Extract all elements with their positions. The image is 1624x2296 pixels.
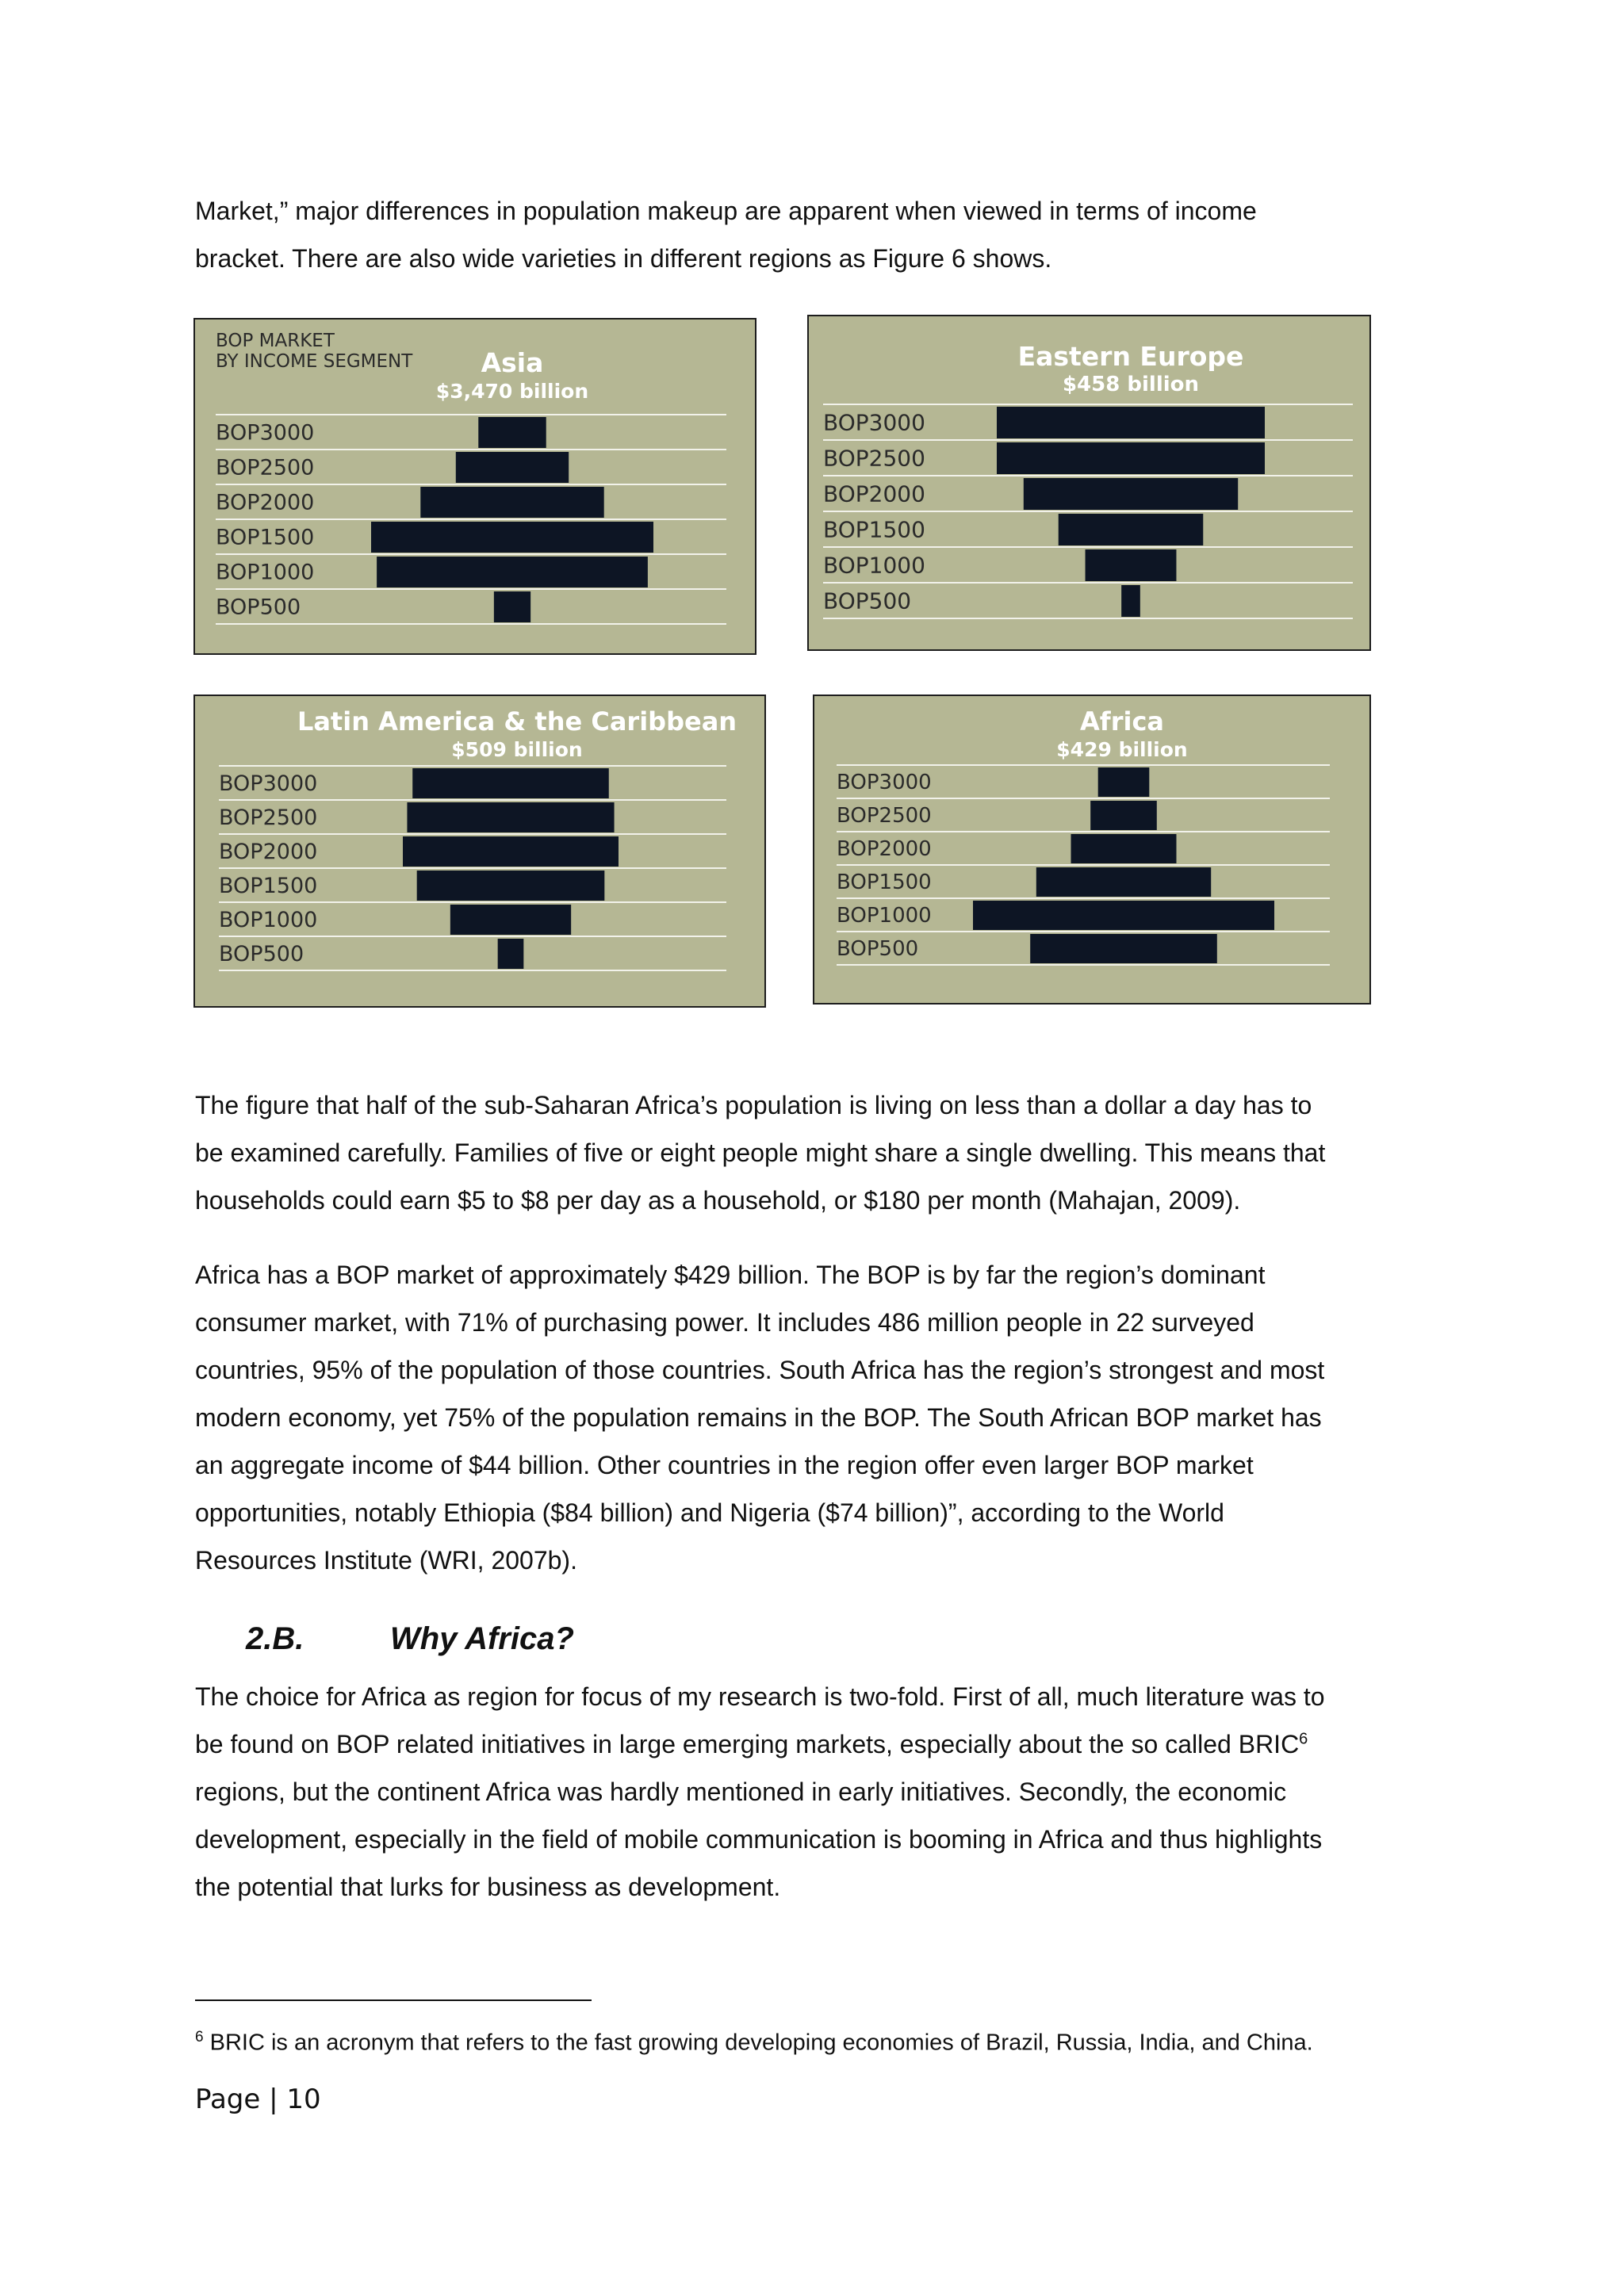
- intro-line: Market,” major differences in population makeup are apparent when viewed in terms of income: [195, 197, 1257, 225]
- tick-label: BOP1000: [216, 560, 315, 585]
- bar: [1086, 549, 1177, 581]
- bar: [997, 442, 1265, 474]
- bar: [1098, 767, 1150, 797]
- paragraph-line: the potential that lurks for business as development.: [195, 1873, 781, 1901]
- chart-africa-svg: [814, 696, 1369, 1003]
- chart-subtitle: $458 billion: [1062, 373, 1200, 396]
- tick-label: BOP2500: [837, 804, 932, 828]
- tick-label: BOP500: [837, 937, 919, 962]
- page-number: Page | 10: [195, 2084, 321, 2115]
- paragraph-line: Africa has a BOP market of approximately $429 billion. The BOP is by far the region’s dominant: [195, 1261, 1266, 1289]
- bar: [1030, 934, 1217, 963]
- bar: [494, 591, 530, 622]
- bar: [1071, 834, 1177, 863]
- paragraph-line: modern economy, yet 75% of the population remains in the BOP. The South African BOP market has: [195, 1403, 1322, 1432]
- paragraph-line: consumer market, with 71% of purchasing power. It includes 486 million people in 22 surveyed: [195, 1308, 1254, 1337]
- tick-label: BOP3000: [823, 409, 925, 436]
- tick-label: BOP1500: [823, 516, 925, 543]
- bar: [478, 417, 546, 448]
- chart-title: Eastern Europe: [1017, 341, 1244, 372]
- bar: [412, 768, 609, 798]
- tick-label: BOP1000: [837, 904, 932, 928]
- chart-title: Africa: [1080, 706, 1164, 737]
- tick-label: BOP500: [216, 595, 301, 620]
- footnote-marker: 6: [195, 2029, 204, 2045]
- bar: [498, 939, 524, 969]
- chart-subtitle: $3,470 billion: [435, 380, 589, 403]
- footnote-ref[interactable]: 6: [1299, 1730, 1308, 1748]
- bar: [377, 557, 648, 587]
- bar: [973, 901, 1274, 930]
- tick-label: BOP2500: [216, 455, 315, 480]
- bar: [1090, 801, 1157, 830]
- tick-label: BOP500: [823, 587, 912, 614]
- paragraph-line: development, especially in the field of mobile communication is booming in Africa and thus highlights: [195, 1825, 1323, 1854]
- tick-label: BOP3000: [216, 420, 315, 446]
- tick-label: BOP2000: [216, 490, 315, 515]
- tick-label: BOP2000: [823, 480, 925, 507]
- tick-label: BOP1000: [823, 552, 925, 579]
- chart-latin-america-svg: [195, 696, 764, 1006]
- paragraph-line: Resources Institute (WRI, 2007b).: [195, 1546, 577, 1575]
- tick-label: BOP1500: [216, 525, 315, 550]
- chart-subtitle: $509 billion: [451, 738, 583, 761]
- paragraph-line: The figure that half of the sub-Saharan Africa’s population is living on less than a dollar a day has to: [195, 1091, 1312, 1119]
- chart-latin-america: [193, 695, 766, 1008]
- footnote: [195, 2014, 1313, 2067]
- section-number: 2.B.: [246, 1621, 304, 1656]
- paragraph-line: regions, but the continent Africa was hardly mentioned in early initiatives. Secondly, the economic: [195, 1777, 1287, 1806]
- paragraph-line: The choice for Africa as region for focus of my research is two-fold. First of all, much literature was to: [195, 1682, 1325, 1711]
- tick-label: BOP2000: [837, 837, 932, 862]
- chart-africa: [813, 695, 1371, 1004]
- paragraph-text: be found on BOP related initiatives in large emerging markets, especially about the so called BRIC: [195, 1730, 1300, 1758]
- chart-title: Asia: [481, 347, 544, 378]
- tick-label: BOP2000: [219, 839, 318, 864]
- chart-eastern-europe-svg: [809, 316, 1369, 649]
- paragraph-line: households could earn $5 to $8 per day as a household, or $180 per month (Mahajan, 2009).: [195, 1186, 1241, 1215]
- chart-asia: [193, 318, 756, 655]
- chart-subtitle: $429 billion: [1056, 738, 1188, 761]
- paragraph-line: countries, 95% of the population of those countries. South Africa has the region’s strongest and most: [195, 1356, 1325, 1384]
- bar: [450, 905, 571, 935]
- chart-asia-svg: [195, 320, 755, 653]
- bar: [420, 487, 603, 518]
- tick-label: BOP500: [219, 941, 304, 966]
- intro-line: bracket. There are also wide varieties in different regions as Figure 6 shows.: [195, 244, 1052, 273]
- bar: [371, 522, 653, 553]
- paragraph-line: an aggregate income of $44 billion. Other countries in the region offer even larger BOP market: [195, 1451, 1254, 1479]
- tick-label: BOP2500: [823, 445, 925, 472]
- section-heading: [246, 1621, 574, 1657]
- bar: [1024, 478, 1238, 510]
- figure-caption: BOP MARKET: [216, 331, 335, 351]
- paragraph-line: [195, 1720, 1456, 1768]
- bar: [407, 802, 614, 832]
- tick-label: BOP1500: [219, 873, 318, 898]
- bar: [997, 407, 1265, 438]
- tick-label: BOP1000: [219, 907, 318, 932]
- paragraph-line: opportunities, notably Ethiopia ($84 billion) and Nigeria ($74 billion)”, according to the World: [195, 1498, 1224, 1527]
- bar: [456, 452, 569, 483]
- bar: [1059, 514, 1204, 545]
- bar: [417, 871, 605, 901]
- bar: [1036, 867, 1211, 897]
- bar: [403, 836, 619, 867]
- figure-caption: BY INCOME SEGMENT: [216, 351, 413, 372]
- paragraph-line: be examined carefully. Families of five or eight people might share a single dwelling. This means that: [195, 1138, 1326, 1167]
- section-title: Why Africa?: [390, 1621, 574, 1656]
- bar: [1121, 585, 1140, 617]
- chart-title: Latin America & the Caribbean: [297, 706, 737, 737]
- tick-label: BOP1500: [837, 871, 932, 895]
- chart-eastern-europe: [807, 315, 1371, 651]
- footnote-divider: [195, 1999, 592, 2001]
- tick-label: BOP3000: [837, 771, 932, 795]
- tick-label: BOP2500: [219, 805, 318, 830]
- footnote-text: BRIC is an acronym that refers to the fast growing developing economies of Brazil, Russia, India, and China.: [203, 2030, 1313, 2056]
- tick-label: BOP3000: [219, 771, 318, 796]
